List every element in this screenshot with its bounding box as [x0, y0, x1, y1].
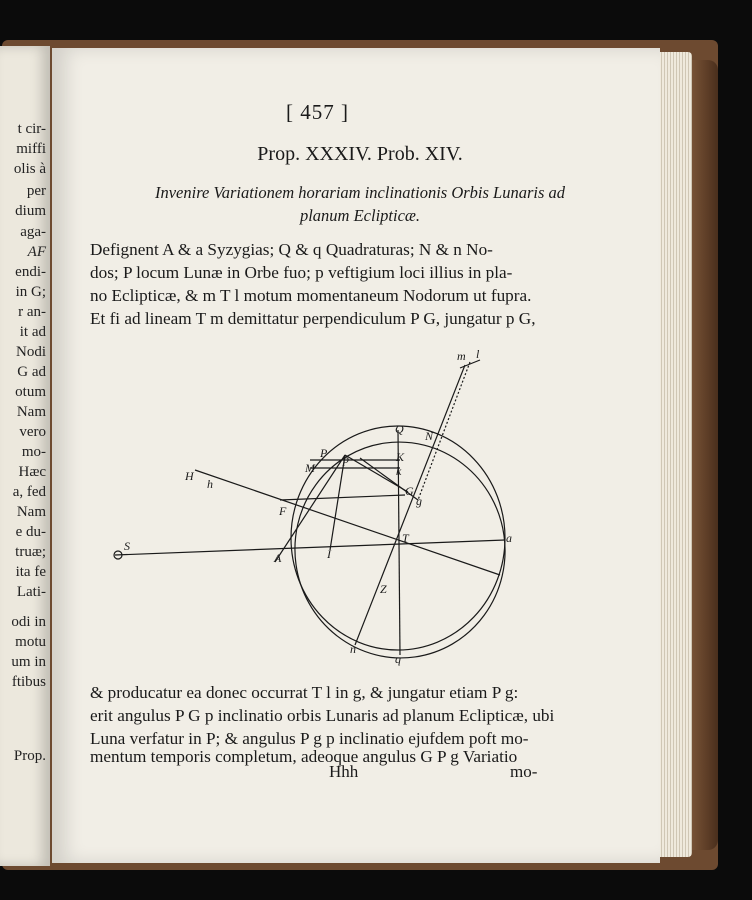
left-line: Nodi: [16, 344, 46, 360]
left-line: olis à: [13, 161, 46, 177]
left-page-fragment: [0, 46, 50, 866]
label-m: m: [457, 350, 466, 363]
left-line: r an-: [18, 304, 46, 320]
left-line: ftibus: [11, 674, 46, 690]
left-line: miffi: [16, 141, 46, 157]
left-line: endi-: [15, 264, 46, 280]
left-line: per: [26, 183, 46, 199]
left-line: truæ;: [15, 544, 46, 560]
left-line: ita fe: [15, 564, 46, 580]
label-P: P: [320, 446, 328, 460]
text-line: no Eclipticæ, & m T l motum momentaneum Nodorum ut fupra.: [90, 286, 532, 305]
label-a: a: [506, 531, 512, 545]
text-line: dos; P locum Lunæ in Orbe fuo; p veftigium loci illius in pla-: [90, 263, 513, 282]
left-line: e du-: [15, 524, 46, 540]
label-Z: Z: [380, 582, 387, 596]
label-g: g: [416, 494, 422, 508]
proposition-heading: Prop. XXXIV. Prob. XIV.: [257, 143, 463, 165]
label-h: h: [207, 477, 213, 491]
line-H: [195, 470, 500, 575]
line-P-I: [330, 455, 345, 550]
left-line: in G;: [15, 284, 46, 300]
left-line: odi in: [11, 614, 46, 630]
left-line: AF: [27, 244, 46, 260]
left-line: Nam: [16, 404, 46, 420]
label-l: l: [476, 350, 480, 361]
left-line: G ad: [17, 364, 46, 380]
left-line: motu: [15, 634, 46, 650]
label-G: G: [405, 484, 414, 498]
label-I: I: [327, 547, 331, 561]
geometric-figure: [100, 350, 540, 675]
label-S: S: [124, 539, 130, 553]
label-n: n: [350, 642, 356, 656]
line-m-n: [355, 365, 465, 645]
line-S-a: [115, 540, 505, 555]
label-A: A: [274, 551, 282, 565]
label-M: M: [305, 461, 315, 475]
page-number: [ 457 ]: [286, 100, 349, 124]
signature-mark: Hhh: [329, 762, 359, 781]
left-line: aga-: [20, 224, 46, 240]
catchword: mo-: [510, 762, 538, 781]
left-line: dium: [15, 203, 46, 219]
left-line: it ad: [19, 324, 46, 340]
problem-statement-line-2: planum Eclipticæ.: [299, 206, 421, 225]
label-Q: Q: [395, 422, 404, 436]
text-line: & producatur ea donec occurrat T l in g, & jungatur etiam P g:: [90, 683, 519, 702]
text-line: erit angulus P G p inclinatio orbis Lunaris ad planum Eclipticæ, ubi: [90, 706, 555, 725]
problem-statement-line-1: Invenire Variationem horariam inclinationis Orbis Lunaris ad: [154, 183, 566, 202]
text-line: Luna verfatur in P; & angulus P g p inclinatio ejufdem poft mo-: [90, 729, 529, 748]
label-T: T: [402, 531, 409, 545]
text-line: mentum temporis completum, adeoque angulus G P g Variatio: [90, 747, 518, 766]
label-p: p: [343, 452, 349, 466]
left-line: Prop.: [13, 748, 46, 764]
label-N: N: [425, 429, 434, 443]
left-line: Hæc: [18, 464, 46, 480]
text-line: Et fi ad lineam T m demittatur perpendiculum P G, jungatur p G,: [90, 309, 536, 328]
left-line: otum: [15, 384, 46, 400]
book-spine-edge: [690, 60, 718, 850]
left-line: Nam: [16, 504, 46, 520]
left-line: t cir-: [17, 121, 46, 137]
label-H: H: [185, 469, 194, 483]
label-F: F: [279, 504, 287, 518]
label-k: k: [396, 464, 402, 478]
label-K: K: [396, 450, 405, 464]
label-q: q: [395, 652, 401, 666]
left-line: mo-: [21, 444, 46, 460]
left-line: vero: [19, 424, 46, 440]
left-line: um in: [11, 654, 46, 670]
text-line: Defignent A & a Syzygias; Q & q Quadraturas; N & n No-: [90, 240, 493, 259]
left-line: a, fed: [12, 484, 46, 500]
left-line: Lati-: [16, 584, 46, 600]
